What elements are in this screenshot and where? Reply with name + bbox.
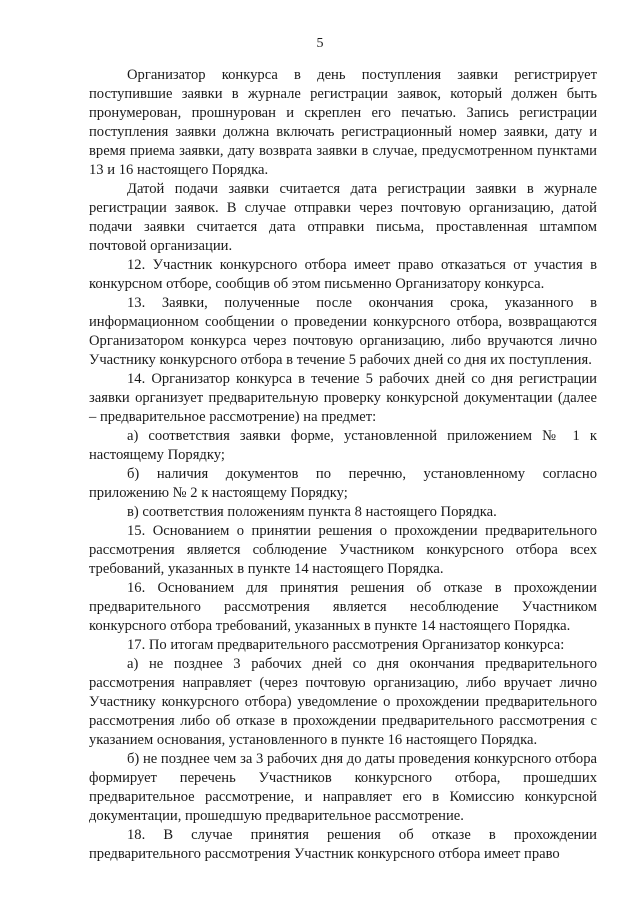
paragraph-item-12: 12. Участник конкурсного отбора имеет право отказаться от участия в конкурсном отборе, сообщив об этом письменно Организатору конкурса. (89, 257, 597, 292)
paragraph-item-14-v: в) соответствия положениям пункта 8 настоящего Порядка. (127, 504, 497, 520)
paragraph-submission-date: Датой подачи заявки считается дата регистрации заявки в журнале регистрации заявок. В случае отправки через почтовую организацию, датой подачи заявки считается дата отправки письма, проставленная штампом почтовой организации. (89, 181, 597, 254)
paragraph-item-14: 14. Организатор конкурса в течение 5 рабочих дней со дня регистрации заявки организует предварительную проверку конкурсной документации (далее – предварительное рассмотрение) на предмет: (89, 371, 597, 425)
paragraph-item-17: 17. По итогам предварительного рассмотрения Организатор конкурса: (127, 637, 565, 653)
paragraph-item-17-a: а) не позднее 3 рабочих дней со дня окончания предварительного рассмотрения направляет (через почтовую организацию, либо вручает лично Участнику конкурсного отбора) уведомление о прохождении предварительного рассмотрения либо об отказе в прохождении предварительного рассмотрения с указанием основания, установленного в пункте 16 настоящего Порядка. (89, 656, 597, 748)
paragraph-item-14-b: б) наличия документов по перечню, установленному согласно приложению № 2 к настоящему Порядку; (89, 466, 597, 501)
document-body (89, 66, 597, 864)
paragraph-item-18: 18. В случае принятия решения об отказе в прохождении предварительного рассмотрения Участник конкурсного отбора имеет право (89, 827, 597, 862)
paragraph-item-17-b: б) не позднее чем за 3 рабочих дня до даты проведения конкурсного отбора формирует перечень Участников конкурсного отбора, прошедших предварительное рассмотрение, и направляет его в Комиссию конкурсной документации, прошедшую предварительное рассмотрение. (89, 751, 597, 824)
paragraph-item-14-a: а) соответствия заявки форме, установленной приложением № 1 к настоящему Порядку; (89, 428, 597, 463)
paragraph-item-13: 13. Заявки, полученные после окончания срока, указанного в информационном сообщении о проведении конкурсного отбора, возвращаются Организатором конкурса через почтовую организацию, либо вручаются лично Участнику конкурсного отбора в течение 5 рабочих дней со дня их поступления. (89, 295, 597, 368)
paragraph-registration-journal: Организатор конкурса в день поступления заявки регистрирует поступившие заявки в журнале регистрации заявок, который должен быть пронумерован, прошнурован и скреплен его печатью. Запись регистрации поступления заявки должна включать регистрационный номер заявки, дату и время приема заявки, дату возврата заявки в случае, предусмотренном пунктами 13 и 16 настоящего Порядка. (89, 67, 597, 178)
page-number: 5 (316, 36, 324, 51)
paragraph-item-15: 15. Основанием о принятии решения о прохождении предварительного рассмотрения является соблюдение Участником конкурсного отбора всех требований, указанных в пункте 14 настоящего Порядка. (89, 523, 597, 577)
paragraph-item-16: 16. Основанием для принятия решения об отказе в прохождении предварительного рассмотрения является несоблюдение Участником конкурсного отбора требований, указанных в пункте 14 настоящего Порядка. (89, 580, 597, 634)
